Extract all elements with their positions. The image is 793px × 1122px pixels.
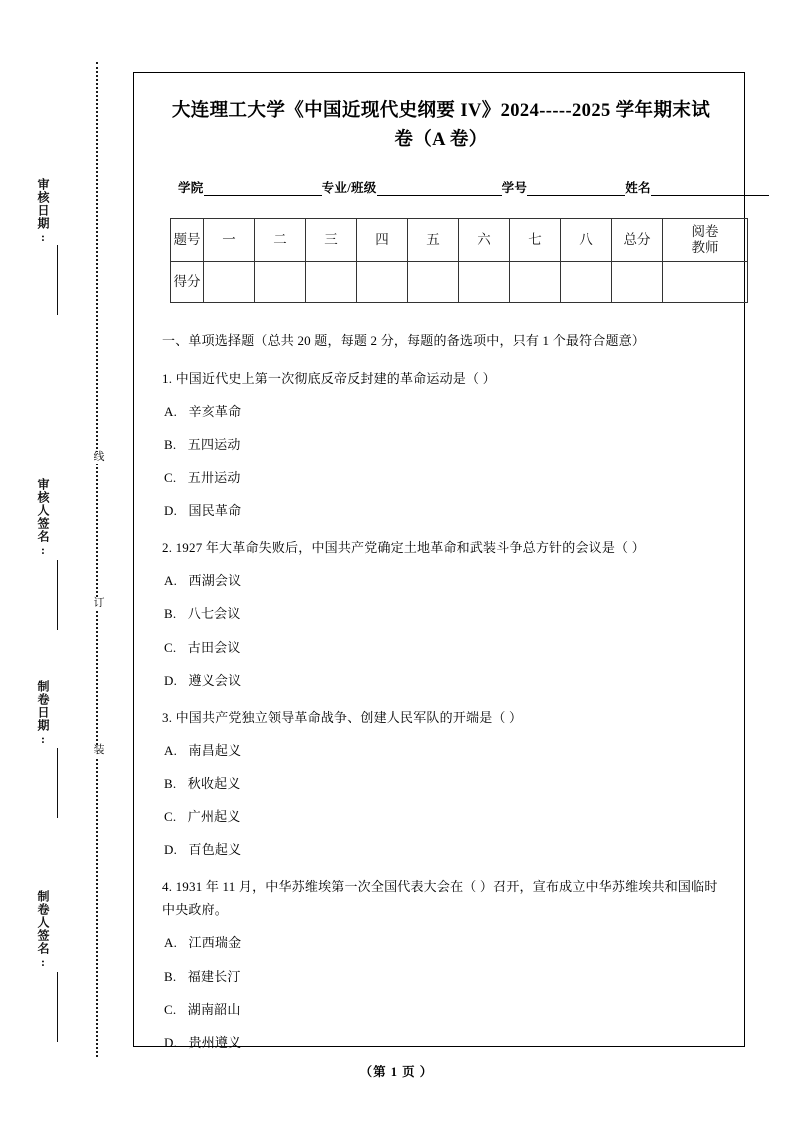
- question-1-option-c-text: 五卅运动: [187, 470, 241, 486]
- question-2-number: 2.: [162, 540, 173, 556]
- question-1-option-b-text: 五四运动: [187, 436, 241, 452]
- score-table-header-3: 三: [306, 219, 357, 262]
- score-table: [170, 218, 748, 303]
- exam-content: [156, 89, 726, 1054]
- student-info-line: [178, 178, 718, 196]
- question-4-option-b[interactable]: [164, 966, 720, 988]
- question-1-option-c-letter: C.: [164, 470, 177, 486]
- question-2: [162, 536, 720, 559]
- question-4-option-b-text: 福建长汀: [187, 968, 241, 984]
- question-3-option-b[interactable]: [164, 773, 720, 795]
- section-heading-multiple-choice: 一、单项选择题（总共 20 题，每题 2 分，每题的备选项中，只有 1 个最符合题意）: [162, 333, 646, 349]
- question-1-text: 中国近代史上第一次彻底反帝反封建的革命运动是（ ）: [175, 370, 496, 386]
- info-field-college: [178, 178, 322, 196]
- question-3-option-b-letter: B.: [164, 775, 177, 791]
- question-1-option-a-letter: A.: [164, 403, 178, 419]
- question-3-option-c-letter: C.: [164, 809, 177, 825]
- grader-label-line-2: 教师: [691, 240, 719, 256]
- score-table-row-label-score: 得分: [171, 262, 204, 303]
- margin-label-reviewer-signature: 审核人签名:: [36, 478, 50, 558]
- score-table-header-2: 二: [255, 219, 306, 262]
- score-table-score-row: [171, 262, 748, 303]
- margin-label-printer-signature: 制卷人签名:: [36, 890, 50, 970]
- question-4-option-a-letter: A.: [164, 935, 178, 951]
- question-4-option-d-letter: D.: [164, 1034, 178, 1050]
- score-table-header-5: 五: [408, 219, 459, 262]
- question-4-option-a[interactable]: [164, 932, 720, 954]
- score-cell-3[interactable]: [306, 262, 357, 303]
- margin-blank-review-date: [57, 245, 58, 315]
- question-1-option-b[interactable]: [164, 434, 720, 456]
- question-1-option-d[interactable]: [164, 500, 720, 522]
- score-table-header-8: 八: [561, 219, 612, 262]
- seam-label-zhuang: 装: [88, 745, 110, 757]
- question-2-option-b[interactable]: [164, 603, 720, 625]
- question-2-option-d-letter: D.: [164, 672, 178, 688]
- grader-label-line-1: 阅卷: [691, 224, 719, 240]
- page-title: [162, 97, 720, 154]
- info-blank-college[interactable]: [204, 183, 322, 196]
- question-2-option-d-text: 遵义会议: [188, 672, 242, 688]
- margin-label-print-date: 制卷日期:: [36, 680, 50, 747]
- score-cell-8[interactable]: [561, 262, 612, 303]
- question-1-option-c[interactable]: [164, 467, 720, 489]
- question-3-option-a-letter: A.: [164, 742, 178, 758]
- question-3-option-b-text: 秋收起义: [187, 775, 241, 791]
- score-cell-5[interactable]: [408, 262, 459, 303]
- question-4-option-b-letter: B.: [164, 968, 177, 984]
- score-table-header-grader: [663, 219, 748, 262]
- question-4-option-c-text: 湖南韶山: [187, 1001, 241, 1017]
- score-cell-7[interactable]: [510, 262, 561, 303]
- question-3-option-a[interactable]: [164, 740, 720, 762]
- info-label-major-class: 专业/班级: [321, 181, 377, 196]
- score-cell-1[interactable]: [204, 262, 255, 303]
- margin-blank-print-date: [57, 748, 58, 818]
- question-1-option-a-text: 辛亥革命: [188, 403, 242, 419]
- score-table-header-row: [171, 219, 748, 262]
- question-4-option-d-text: 贵州遵义: [188, 1034, 242, 1050]
- score-cell-2[interactable]: [255, 262, 306, 303]
- score-cell-total[interactable]: [612, 262, 663, 303]
- question-3-option-d-letter: D.: [164, 842, 178, 858]
- score-table-header-6: 六: [459, 219, 510, 262]
- question-4-text: 1931 年 11 月，中华苏维埃第一次全国代表大会在（ ）召开，宣布成立中华苏维埃共和国临时中央政府。: [162, 879, 718, 918]
- question-3-number: 3.: [162, 709, 173, 725]
- question-3-option-c[interactable]: [164, 806, 720, 828]
- score-table-row-label-question-no: 题号: [171, 219, 204, 262]
- page-title-line-2: 卷（A 卷）: [394, 129, 488, 150]
- question-1-option-b-letter: B.: [164, 436, 177, 452]
- question-2-option-c-letter: C.: [164, 639, 177, 655]
- question-2-option-c[interactable]: [164, 637, 720, 659]
- question-1: [162, 367, 720, 390]
- question-3-option-a-text: 南昌起义: [188, 742, 242, 758]
- info-field-name: [625, 178, 769, 196]
- question-3-option-c-text: 广州起义: [187, 809, 241, 825]
- question-4-number: 4.: [162, 879, 173, 895]
- question-2-option-c-text: 古田会议: [187, 639, 241, 655]
- info-label-student-id: 学号: [501, 181, 528, 196]
- page-footer: （第 1 页 ）: [359, 1065, 434, 1079]
- question-2-option-a-text: 西湖会议: [188, 573, 242, 589]
- seam-label-xian: 线: [88, 452, 110, 464]
- info-blank-major-class[interactable]: [377, 183, 502, 196]
- question-1-number: 1.: [162, 370, 173, 386]
- score-table-header-total: 总分: [612, 219, 663, 262]
- score-cell-4[interactable]: [357, 262, 408, 303]
- question-3-option-d-text: 百色起义: [188, 842, 242, 858]
- question-2-option-d[interactable]: [164, 670, 720, 692]
- question-4: [162, 875, 720, 921]
- question-4-option-d[interactable]: [164, 1032, 720, 1054]
- question-4-option-a-text: 江西瑞金: [188, 935, 242, 951]
- question-2-option-b-text: 八七会议: [187, 606, 241, 622]
- score-cell-grader[interactable]: [663, 262, 748, 303]
- question-2-option-a[interactable]: [164, 570, 720, 592]
- page-title-line-1: 大连理工大学《中国近现代史纲要 IV》2024-----2025 学年期末试: [171, 101, 711, 121]
- score-table-header-7: 七: [510, 219, 561, 262]
- question-1-option-d-letter: D.: [164, 503, 178, 519]
- question-1-option-d-text: 国民革命: [188, 503, 242, 519]
- question-4-option-c[interactable]: [164, 999, 720, 1021]
- info-blank-student-id[interactable]: [527, 183, 625, 196]
- question-2-text: 1927 年大革命失败后，中国共产党确定土地革命和武装斗争总方针的会议是（ ）: [175, 540, 645, 556]
- score-table-header-4: 四: [357, 219, 408, 262]
- seam-label-ding: 订: [88, 598, 110, 610]
- info-blank-name[interactable]: [651, 183, 769, 196]
- question-3: [162, 706, 720, 729]
- binding-dotted-seam: [96, 62, 98, 1057]
- info-field-student-id: [502, 178, 626, 196]
- score-table-header-1: 一: [204, 219, 255, 262]
- margin-blank-printer-signature: [57, 972, 58, 1042]
- question-1-option-a[interactable]: [164, 401, 720, 423]
- score-cell-6[interactable]: [459, 262, 510, 303]
- margin-label-review-date: 审核日期:: [36, 178, 50, 245]
- question-3-text: 中国共产党独立领导革命战争、创建人民军队的开端是（ ）: [175, 709, 523, 725]
- info-field-major-class: [322, 178, 502, 196]
- question-2-option-a-letter: A.: [164, 573, 178, 589]
- exam-paper-frame: [133, 72, 745, 1050]
- question-3-option-d[interactable]: [164, 839, 720, 861]
- info-label-name: 姓名: [625, 181, 651, 196]
- question-2-option-b-letter: B.: [164, 606, 177, 622]
- info-label-college: 学院: [178, 181, 204, 196]
- margin-blank-reviewer-signature: [57, 560, 58, 630]
- question-4-option-c-letter: C.: [164, 1001, 177, 1017]
